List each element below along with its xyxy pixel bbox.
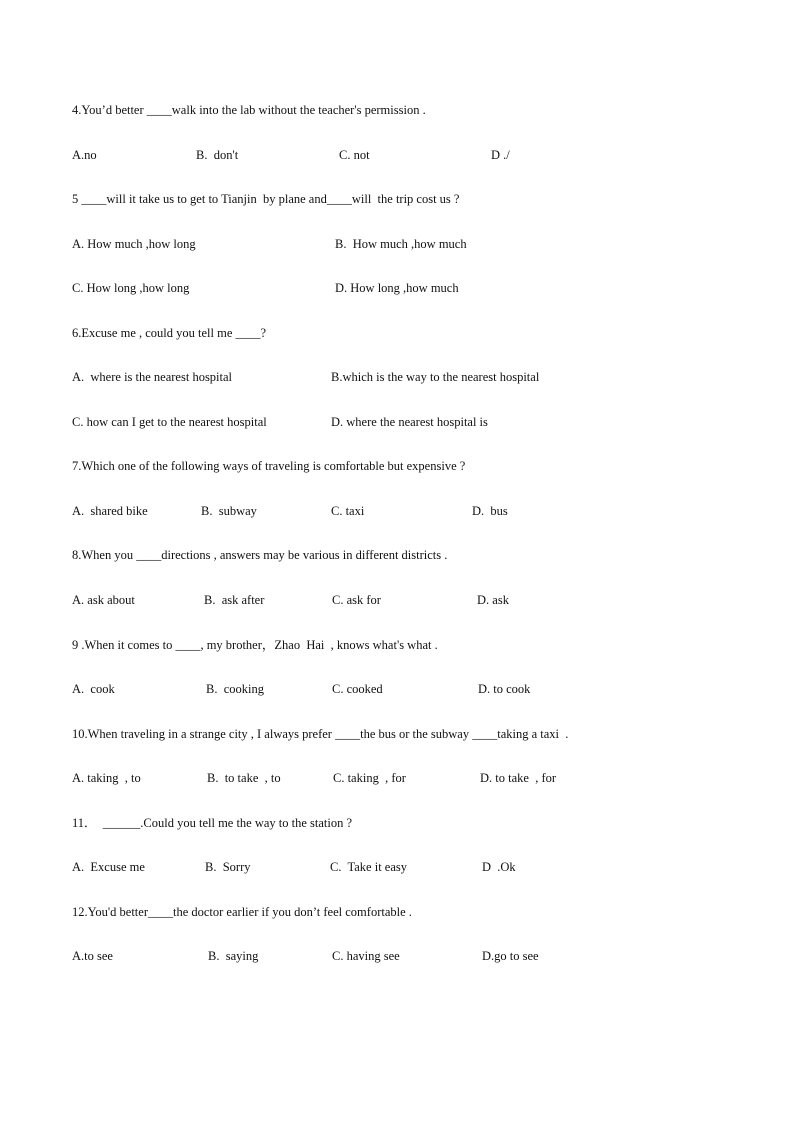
question-11-option-a: A. Excuse me [72,860,145,874]
question-6-option-d: D. where the nearest hospital is [331,415,488,429]
question-8-option-d: D. ask [477,593,509,607]
question-12-option-b: B. saying [208,949,259,963]
question-5-option-a: A. How much ,how long [72,237,196,251]
question-11-option-d: D .Ok [482,860,516,874]
question-6-option-a: A. where is the nearest hospital [72,370,233,384]
question-10-option-d: D. to take , for [480,771,557,785]
question-7-option-b: B. subway [201,504,257,518]
question-12-option-c: C. having see [332,949,400,963]
question-9-option-a: A. cook [72,682,115,696]
question-12-stem: 12.You'd better____the doctor earlier if you don’t feel comfortable . [72,905,412,919]
question-7-stem: 7.Which one of the following ways of traveling is comfortable but expensive ? [72,459,466,473]
question-4-option-b: B. don't [196,148,239,162]
question-10-option-b: B. to take , to [207,771,281,785]
question-6-option-c: C. how can I get to the nearest hospital [72,415,267,429]
question-4-option-d: D ./ [491,148,510,162]
question-8-option-c: C. ask for [332,593,381,607]
question-11-option-b: B. Sorry [205,860,251,874]
question-4-stem: 4.You’d better ____walk into the lab without the teacher's permission . [72,103,426,117]
question-11-option-c: C. Take it easy [330,860,408,874]
question-6-stem: 6.Excuse me , could you tell me ____? [72,326,267,340]
question-12-option-a: A.to see [72,949,113,963]
question-9-option-d: D. to cook [478,682,531,696]
question-5-option-b: B. How much ,how much [335,237,467,251]
question-10-option-a: A. taking , to [72,771,141,785]
question-9-option-c: C. cooked [332,682,383,696]
question-12-option-d: D.go to see [482,949,539,963]
question-11-stem: 11． ______.Could you tell me the way to the station ? [72,816,353,830]
question-5-option-c: C. How long ,how long [72,281,190,295]
question-10-option-c: C. taking , for [333,771,406,785]
question-7-option-a: A. shared bike [72,504,148,518]
question-7-option-c: C. taxi [331,504,365,518]
question-8-stem: 8.When you ____directions , answers may be various in different districts . [72,548,448,562]
question-9-option-b: B. cooking [206,682,264,696]
question-8-option-b: B. ask after [204,593,265,607]
question-9-stem: 9 .When it comes to ____, my brother，Zhao Hai , knows what's what . [72,638,438,652]
question-8-option-a: A. ask about [72,593,135,607]
question-4-option-a: A.no [72,148,97,162]
question-4-option-c: C. not [339,148,370,162]
question-5-stem: 5 ____will it take us to get to Tianjin by plane and____will the trip cost us ? [72,192,460,206]
question-6-option-b: B.which is the way to the nearest hospital [331,370,540,384]
question-5-option-d: D. How long ,how much [335,281,459,295]
question-10-stem: 10.When traveling in a strange city , I always prefer ____the bus or the subway ____taking a taxi . [72,727,569,741]
question-7-option-d: D. bus [472,504,508,518]
